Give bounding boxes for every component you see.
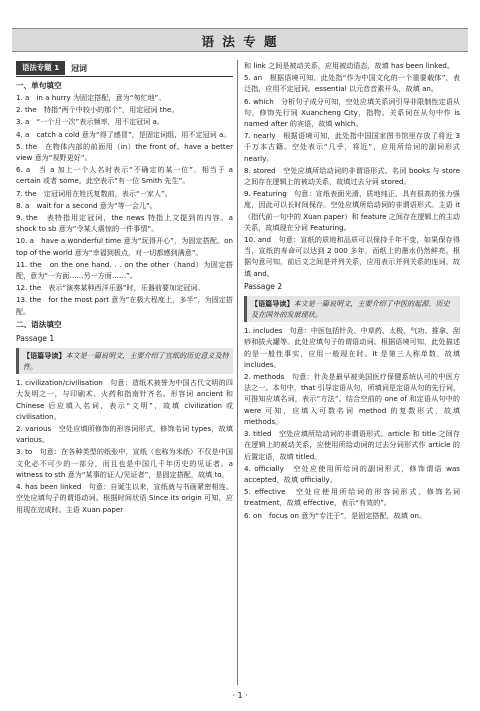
answer-item: 9. the 表特指用定冠词，the news 特指上文提到的内容。a shock to sb 意为“令某人震惊的一件事情”。 xyxy=(16,213,233,234)
right-column xyxy=(238,60,460,685)
answer-item: 11. the on the one hand. . . on the other（hand）为固定搭配，意为“一方面……另一方面……”。 xyxy=(16,259,233,281)
answer-item: 和 link 之间是被动关系，应用被动语态，故填 has been linked。 xyxy=(244,61,455,70)
answer-item: 2. methods 句意：针灸是最早被美国医疗保健系统认可的中医方法之一。本句中，that 引导定语从句，所填词是定语从句的先行词，可推知应填名词，表示“方法”。结合空前的 one of 和定语从句中的 were 可知，应填入可数名词 method 的复数形式，故填 methods。 xyxy=(244,372,460,426)
answer-item: 2. various 空处应填所修饰的形容词形式，修饰名词 types，故填 various。 xyxy=(16,424,233,445)
answer-item: 4. a catch a cold 意为“得了感冒”，是固定词组，用不定冠词 a。 xyxy=(16,129,231,139)
answer-item: 1. civilization/civilisation 句意：造纸术被誉为中国古代文明的四大发明之一，与印刷术、火药和指南针齐名。形容词 ancient 和 Chinese 后应填入名词，表示“文明”，故填 civilization 或 civilisation。 xyxy=(16,378,233,421)
answer-item: 8. stored 空处应填所给动词的非谓语形式。名词 books 与 store 之间存在逻辑上的被动关系，故填过去分词 stored。 xyxy=(244,165,460,187)
answer-item: 12. the 表示“演奏某种西洋乐器”时，乐器前要加定冠词。 xyxy=(16,283,205,293)
guide-tag: 【语篇导读】 xyxy=(251,298,294,308)
passage1-answers-continued xyxy=(244,60,460,279)
passage1-answers xyxy=(16,377,233,514)
answer-item: 6. on focus on 意为“专注于”，是固定搭配，故填 on。 xyxy=(244,510,427,520)
passage2-guide xyxy=(244,296,460,322)
answer-item: 5. an 根据语境可知，此处指“作为中国文化的一个重要载体”，表泛指，应用不定冠词。essential 以元音音素开头，故填 an。 xyxy=(244,73,460,94)
section-title: 冠词 xyxy=(71,63,87,73)
passage1-guide xyxy=(16,348,233,374)
answer-item: 10. a have a wonderful time 意为“玩得开心”，为固定搭配。on top of the world 意为“幸福到极点，对一切都感到满意”。 xyxy=(16,236,233,257)
left-column xyxy=(16,60,238,685)
answer-item: 6. which 分析句子成分可知，空处应填关系词引导非限制性定语从句，修饰先行词 Xuancheng City，指物。关系词在从句中作 is named after 的宾语，故填 which。 xyxy=(244,96,460,129)
answer-item: 6. a 当 a 加上一个人名时表示“不确定的某一位”，相当于 a certain 或者 some。此空表示“有一位 Smith 先生”。 xyxy=(16,165,233,186)
content-columns xyxy=(16,60,466,685)
section-label-bar xyxy=(16,60,233,77)
answer-item: 13. the for the most part 意为“在极大程度上，多半”，为固定搭配。 xyxy=(16,295,233,316)
header-banner xyxy=(12,28,468,52)
answer-item: 2. the 特指“两个中较小的那个”，用定冠词 the。 xyxy=(16,105,179,115)
answer-item: 4. officially 空处应使用所给词的副词形式，修饰谓语 was accepted，故填 officially。 xyxy=(244,463,460,484)
answer-item: 9. Featuring 句意：宣纸表面光滑、质地纯正，具有很高的张力强度，因此可以长时间保存。空处应填所给动词的非谓语形式。主语 it（指代前一句中的 Xuan paper）和 feature 之间存在逻辑上的主动关系，故填现在分词 Featuring。 xyxy=(244,189,460,232)
answer-item: 7. the 定冠词用在姓氏复数前，表示“一家人”。 xyxy=(16,188,172,198)
guide-tag: 【语篇导读】 xyxy=(23,350,66,360)
answer-item: 3. titled 空处应填所给动词的非谓语形式。article 和 title 之间存在逻辑上的被动关系，应使用所给动词的过去分词形式作 article 的后置定语，故填 titled。 xyxy=(244,429,460,461)
single-fill-list xyxy=(16,92,233,317)
answer-item: 7. nearly 根据语境可知，此处指中国国家图书馆里存放了将近 3 千万本古籍。空处表示“几乎，将近”，应用所给词的副词形式 nearly。 xyxy=(244,131,460,163)
answer-item: 10. and 句意：宣纸的质地和品质可以保持千年不变，如果保存得当，宣纸的寿命可以达到 2 000 多年，而纸上的墨水仍然鲜亮。根据句意可知，前后文之间是并列关系，应用表示并列关系的连词，故填 and。 xyxy=(244,235,460,278)
page-title: 语 法 专 题 xyxy=(201,34,279,49)
section-label: 语法专题 1 xyxy=(16,61,65,75)
passage2-answers xyxy=(244,325,460,520)
answer-item: 1. a in a hurry 为固定搭配，意为“匆忙地”。 xyxy=(16,93,166,102)
passage2-title: Passage 2 xyxy=(244,281,283,291)
answer-item: 5. the 在物体内部的前面用（in）the front of。have a better view 意为“视野更好”。 xyxy=(16,141,233,163)
answer-item: 4. has been linked 句意：自诞生以来，宣纸就与书画紧密相连。空处应填句子的谓语动词。根据时间状语 Since its origin 可知，应用现在完成时。主语 Xuan paper xyxy=(16,482,233,514)
answer-item: 3. to 句意：在各种类型的纸张中，宣纸（也称为米纸）不仅是中国文化必不可少的一部分，而且也是中国几千年历史的见证者。a witness to sth 意为“某事的证人/见证者”，是固定搭配，故填 to。 xyxy=(16,447,233,479)
passage1-title: Passage 1 xyxy=(16,333,55,343)
guide-text: 本文是一篇说明文，主要介绍了宣纸的历史意义及特性。 xyxy=(23,350,229,372)
page-number: · 1 · xyxy=(232,691,248,700)
answer-item: 3. a “一个月一次”表示频率，用不定冠词 a。 xyxy=(16,117,164,127)
part1-heading: 一、单句填空 xyxy=(16,81,62,90)
answer-item: 8. a wait for a second 意为“等一会儿”。 xyxy=(16,200,157,210)
part2-heading: 二、语法填空 xyxy=(16,319,62,329)
answer-item: 5. effective 空处应使用所给词的形容词形式，修饰名词 treatment，故填 effective，表示“有效的”。 xyxy=(244,487,460,508)
guide-text: 本文是一篇说明文，主要介绍了中医的起源、历史及在国外的发展现状。 xyxy=(251,298,450,320)
answer-item: 1. includes 句意：中医包括针灸、中草药、太极、气功、推拿、刮痧和拔火罐等。此处应填句子的谓语动词。根据语境可知，此处描述的是一般性事实，应用一般现在时。It 是第三人称单数，故填 includes。 xyxy=(244,326,460,369)
